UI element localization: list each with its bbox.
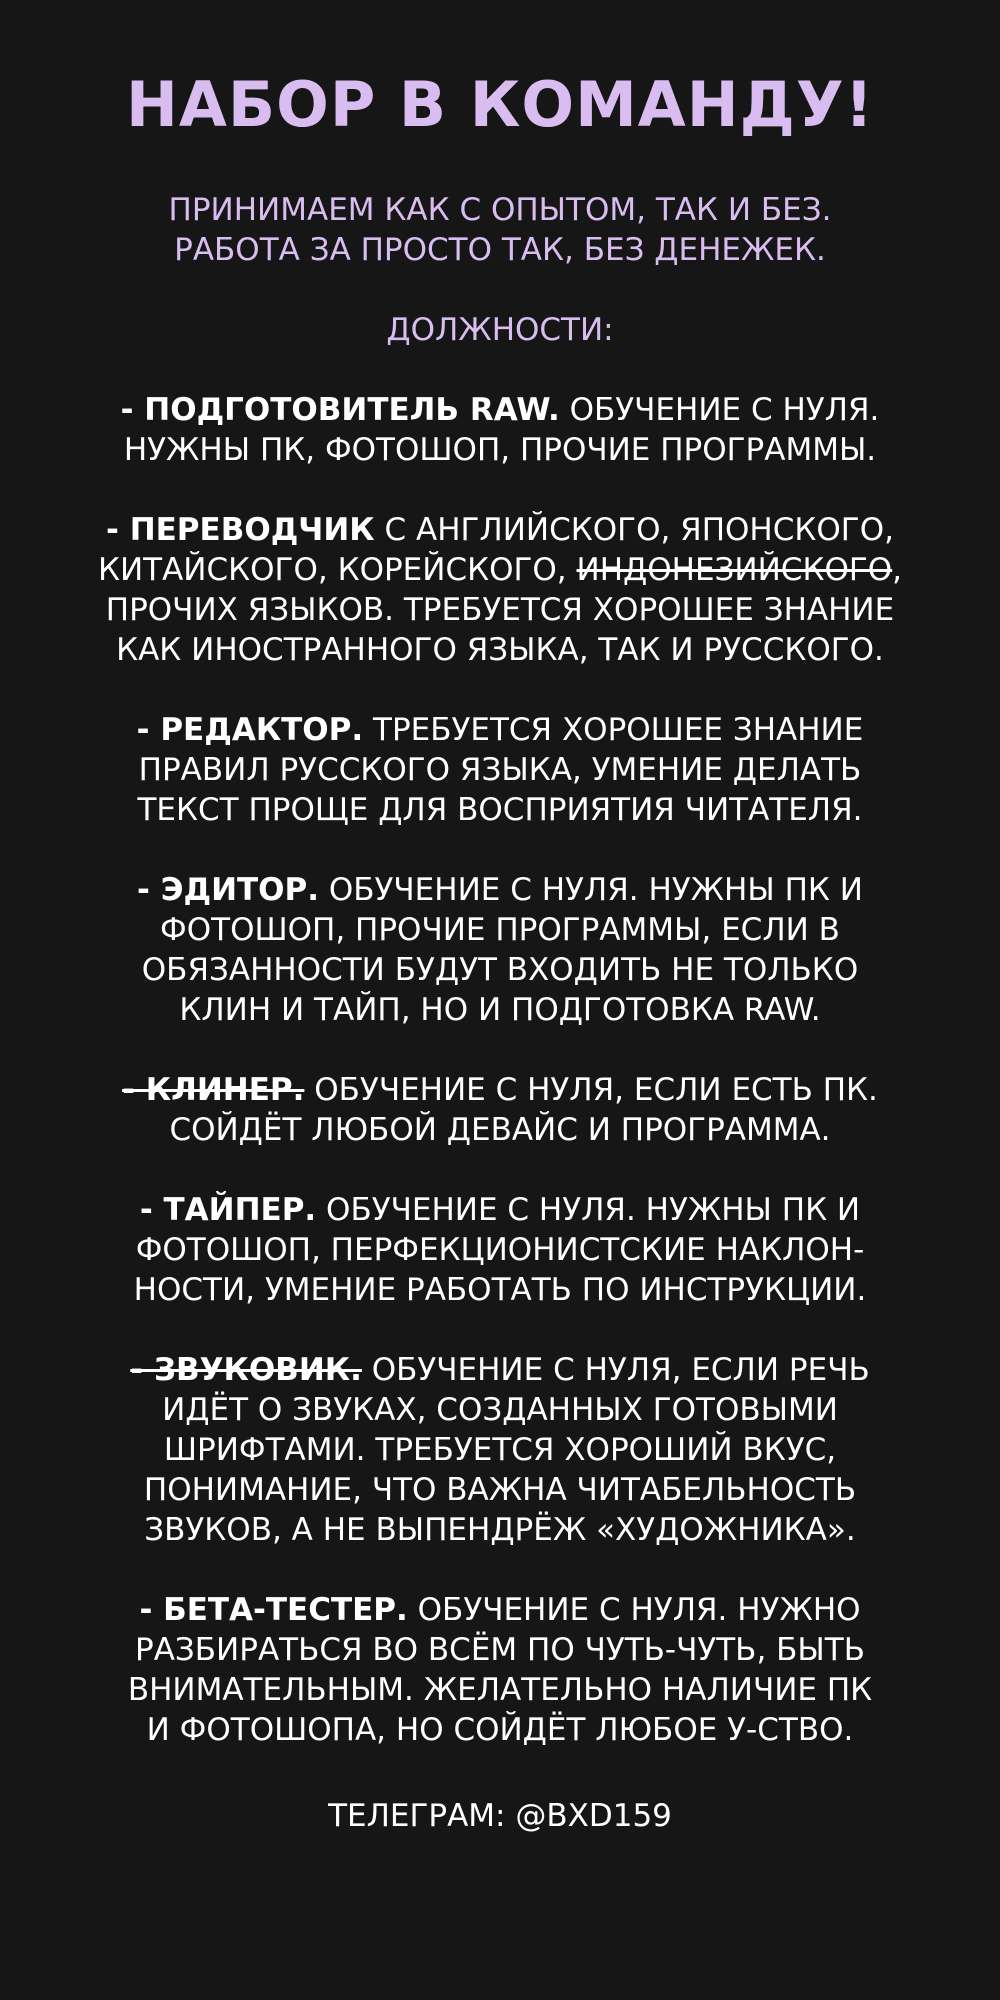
- intro-text: [20, 190, 980, 270]
- role-line: [20, 510, 980, 550]
- role-line: ФОТОШОП, ПРОЧИЕ ПРОГРАММЫ, ЕСЛИ В: [160, 912, 840, 948]
- role-line: [20, 1350, 980, 1390]
- role-line: ФОТОШОП, ПЕРФЕКЦИОНИСТСКИЕ НАКЛОН-: [135, 1232, 865, 1268]
- role-line: РАЗБИРАТЬСЯ ВО ВСЁМ ПО ЧУТЬ-ЧУТЬ, БЫТЬ: [135, 1632, 865, 1668]
- role-desc: ОБУЧЕНИЕ С НУЛЯ. НУЖНЫ ПК И: [319, 872, 863, 908]
- role-proofreader: [20, 710, 980, 830]
- role-line: ОБЯЗАННОСТИ БУДУТ ВХОДИТЬ НЕ ТОЛЬКО: [141, 952, 859, 988]
- role-beta-tester: [20, 1590, 980, 1750]
- role-name: - БЕТА-ТЕСТЕР.: [139, 1592, 408, 1628]
- role-desc: ОБУЧЕНИЕ С НУЛЯ, ЕСЛИ РЕЧЬ: [361, 1352, 870, 1388]
- role-desc: ОБУЧЕНИЕ С НУЛЯ, ЕСЛИ ЕСТЬ ПК.: [304, 1072, 878, 1108]
- role-translator: [20, 510, 980, 670]
- role-line: НУЖНЫ ПК, ФОТОШОП, ПРОЧИЕ ПРОГРАММЫ.: [123, 432, 877, 468]
- role-line: ВНИМАТЕЛЬНЫМ. ЖЕЛАТЕЛЬНО НАЛИЧИЕ ПК: [127, 1672, 873, 1708]
- telegram-contact: ТЕЛЕГРАМ: @BXD159: [328, 1798, 672, 1834]
- positions-heading: ДОЛЖНОСТИ:: [386, 312, 614, 348]
- role-line: ЗВУКОВ, А НЕ ВЫПЕНДРЁЖ «ХУДОЖНИКА».: [144, 1512, 856, 1548]
- role-line: [20, 550, 980, 590]
- role-line: [20, 1590, 980, 1630]
- role-name: - ЭДИТОР.: [137, 872, 320, 908]
- role-name: - ПЕРЕВОДЧИК: [106, 512, 375, 548]
- role-line: ПРОЧИХ ЯЗЫКОВ. ТРЕБУЕТСЯ ХОРОШЕЕ ЗНАНИЕ: [105, 592, 895, 628]
- role-typer: [20, 1190, 980, 1310]
- role-line: ПРАВИЛ РУССКОГО ЯЗЫКА, УМЕНИЕ ДЕЛАТЬ: [138, 752, 862, 788]
- role-line: ПОНИМАНИЕ, ЧТО ВАЖНА ЧИТАБЕЛЬНОСТЬ: [143, 1472, 857, 1508]
- role-desc: ТРЕБУЕТСЯ ХОРОШЕЕ ЗНАНИЕ: [363, 712, 864, 748]
- role-name: - РЕДАКТОР.: [136, 712, 364, 748]
- intro-line-1: ПРИНИМАЕМ КАК С ОПЫТОМ, ТАК И БЕЗ.: [168, 192, 832, 228]
- role-line: СОЙДЁТ ЛЮБОЙ ДЕВАЙС И ПРОГРАММА.: [169, 1112, 831, 1148]
- role-line: [20, 390, 980, 430]
- role-desc: ОБУЧЕНИЕ С НУЛЯ. НУЖНО: [407, 1592, 861, 1628]
- role-desc: ,: [892, 552, 903, 588]
- role-name: - ТАЙПЕР.: [139, 1192, 317, 1228]
- role-name: - КЛИНЕР.: [122, 1072, 305, 1108]
- role-desc: ОБУЧЕНИЕ С НУЛЯ.: [559, 392, 880, 428]
- struck-language: ИНДОНЕЗИЙСКОГО: [576, 552, 893, 588]
- role-sfx: [20, 1350, 980, 1550]
- role-desc: С АНГЛИЙСКОГО, ЯПОНСКОГО,: [374, 512, 894, 548]
- role-editor: [20, 870, 980, 1030]
- role-cleaner: [20, 1070, 980, 1150]
- role-raw-preparer: [20, 390, 980, 470]
- role-line: [20, 1070, 980, 1110]
- role-name: - ПОДГОТОВИТЕЛЬ RAW.: [120, 392, 560, 428]
- poster-title: НАБОР В КОМАНДУ!: [126, 68, 874, 141]
- role-line: [20, 870, 980, 910]
- role-line: НОСТИ, УМЕНИЕ РАБОТАТЬ ПО ИНСТРУКЦИИ.: [133, 1272, 867, 1308]
- role-line: КЛИН И ТАЙП, НО И ПОДГОТОВКА RAW.: [179, 992, 821, 1028]
- role-line: ТЕКСТ ПРОЩЕ ДЛЯ ВОСПРИЯТИЯ ЧИТАТЕЛЯ.: [137, 792, 863, 828]
- intro-line-2: РАБОТА ЗА ПРОСТО ТАК, БЕЗ ДЕНЕЖЕК.: [174, 232, 826, 268]
- role-line: И ФОТОШОПА, НО СОЙДЁТ ЛЮБОЕ У-СТВО.: [146, 1712, 854, 1748]
- role-line: КАК ИНОСТРАННОГО ЯЗЫКА, ТАК И РУССКОГО.: [116, 632, 884, 668]
- role-desc: КИТАЙСКОГО, КОРЕЙСКОГО,: [97, 552, 577, 588]
- role-name: - ЗВУКОВИК.: [130, 1352, 362, 1388]
- role-desc: ОБУЧЕНИЕ С НУЛЯ. НУЖНЫ ПК И: [316, 1192, 861, 1228]
- role-line: ШРИФТАМИ. ТРЕБУЕТСЯ ХОРОШИЙ ВКУС,: [163, 1432, 837, 1468]
- role-line: ИДЁТ О ЗВУКАХ, СОЗДАННЫХ ГОТОВЫМИ: [162, 1392, 838, 1428]
- role-line: [20, 710, 980, 750]
- role-line: [20, 1190, 980, 1230]
